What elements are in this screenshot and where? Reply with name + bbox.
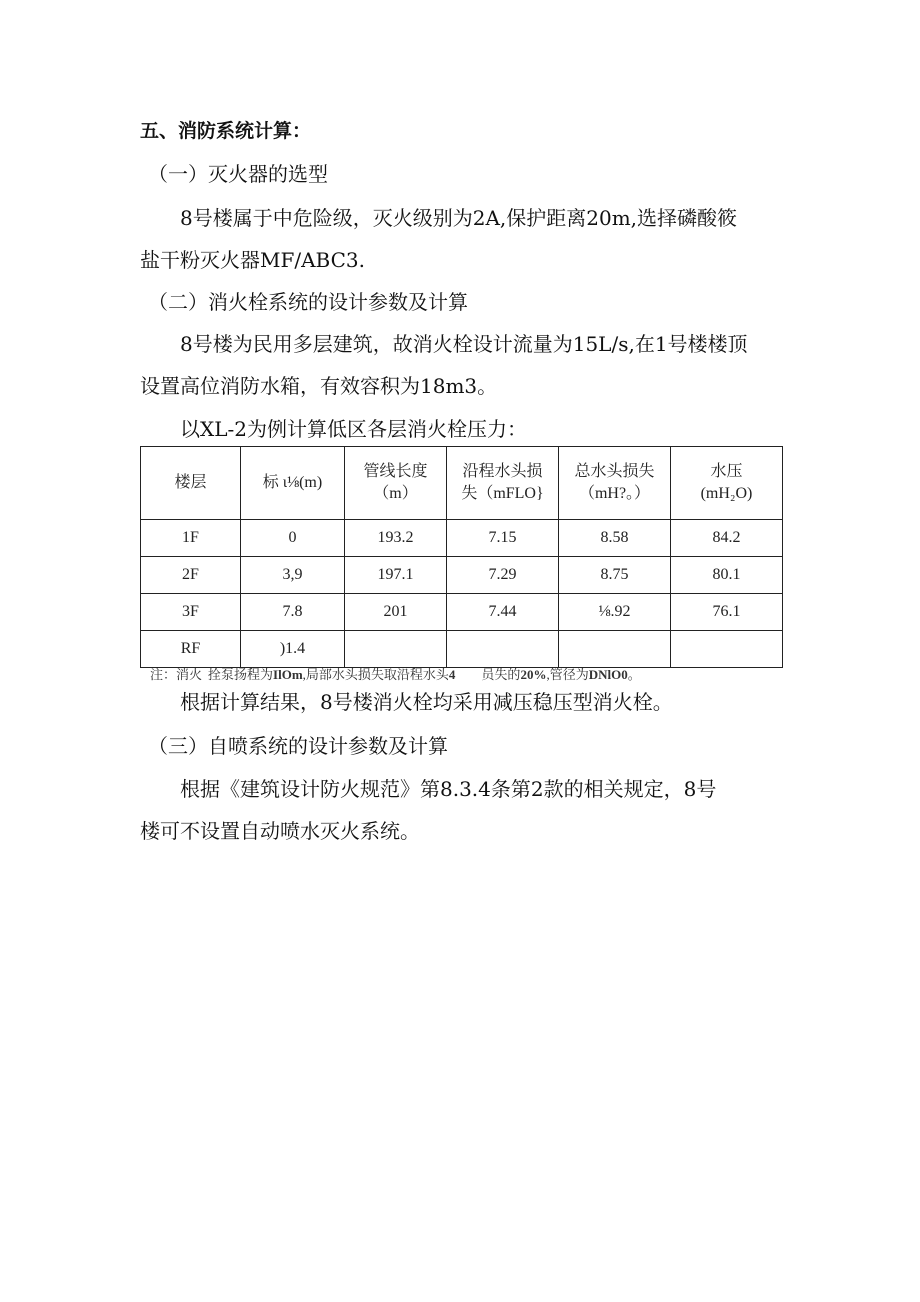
header-cell-total-loss: 总水头损失 （mH?。）	[559, 447, 671, 520]
table-cell: 7.8	[241, 594, 345, 631]
table-header-row	[141, 447, 783, 520]
table-cell: 84.2	[671, 520, 783, 557]
table-cell: RF	[141, 631, 241, 668]
table-cell: 7.44	[447, 594, 559, 631]
table-row	[141, 631, 783, 668]
header-cell-floor: 楼层	[141, 447, 241, 520]
table-cell: 193.2	[345, 520, 447, 557]
table-cell	[345, 631, 447, 668]
table-cell: 3F	[141, 594, 241, 631]
subsection-heading: （三）自喷系统的设计参数及计算	[148, 734, 448, 758]
paragraph-line: 设置高位消防水箱，有效容积为18m3。	[140, 374, 498, 398]
header-cell-elevation: 标 ι⅛(m)	[241, 447, 345, 520]
table-cell: 8.58	[559, 520, 671, 557]
table-cell: 8.75	[559, 557, 671, 594]
paragraph-line: 8号楼为民用多层建筑，故消火栓设计流量为15L∕s,在1号楼楼顶	[180, 332, 748, 356]
table-cell	[671, 631, 783, 668]
table-cell: )1.4	[241, 631, 345, 668]
paragraph-line: 盐干粉灭火器MF/ABC3.	[140, 248, 365, 272]
subsection-heading: （一）灭火器的选型	[148, 162, 328, 186]
table-footnote: 注：消火 拴泵扬程为IlOm,局部水头损失取沿程水头4 员失的20%,管径为DNlO0。	[150, 667, 641, 682]
table-caption: 以XL-2为例计算低区各层消火栓压力：	[180, 417, 528, 441]
table-cell: 201	[345, 594, 447, 631]
table-cell: 197.1	[345, 557, 447, 594]
table-row	[141, 557, 783, 594]
pressure-table	[140, 446, 783, 668]
table-cell: 7.15	[447, 520, 559, 557]
table-cell: ⅛.92	[559, 594, 671, 631]
table-row	[141, 594, 783, 631]
paragraph-line: 8号楼属于中危险级，灭火级别为2A,保护距离20m,选择磷酸筱	[180, 206, 738, 230]
table-cell: 80.1	[671, 557, 783, 594]
paragraph-line: 根据《建筑设计防火规范》第8.3.4条第2款的相关规定，8号	[180, 777, 717, 801]
header-cell-pressure: 水压 (mH₂O)	[671, 447, 783, 520]
subsection-heading: （二）消火栓系统的设计参数及计算	[148, 290, 468, 314]
table-cell: 7.29	[447, 557, 559, 594]
header-cell-friction-loss: 沿程水头损 失（mFLO}	[447, 447, 559, 520]
paragraph-line: 根据计算结果，8号楼消火栓均采用减压稳压型消火栓。	[180, 690, 673, 714]
header-cell-pipe-length: 管线长度 （m）	[345, 447, 447, 520]
paragraph-line: 楼可不设置自动喷水灭火系统。	[140, 819, 420, 843]
table-cell: 0	[241, 520, 345, 557]
table-cell: 76.1	[671, 594, 783, 631]
section-title: 五、消防系统计算：	[140, 120, 312, 142]
table-cell: 3,9	[241, 557, 345, 594]
table-row	[141, 520, 783, 557]
table-cell: 1F	[141, 520, 241, 557]
table-cell: 2F	[141, 557, 241, 594]
table-cell	[559, 631, 671, 668]
table-cell	[447, 631, 559, 668]
